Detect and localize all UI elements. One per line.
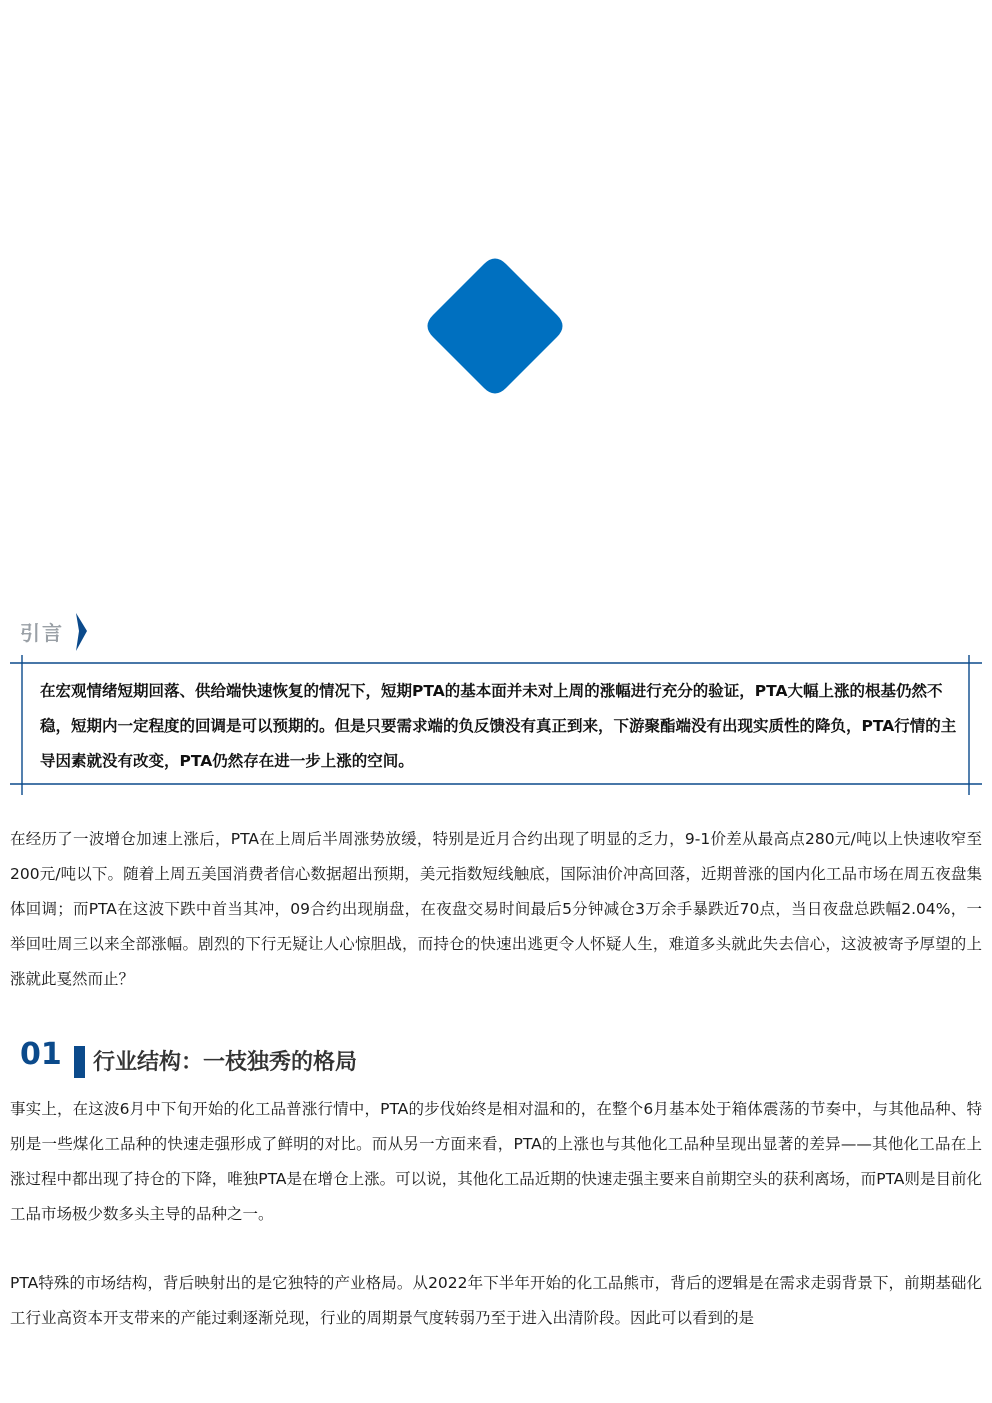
diamond-logo-icon <box>0 0 992 420</box>
section-title: 行业结构：一枝独秀的格局 <box>93 1050 358 1075</box>
section-number: 01 <box>20 1037 62 1072</box>
section-divider-bar <box>74 1046 85 1078</box>
intro-summary: 在宏观情绪短期回落、供给端快速恢复的情况下，短期PTA的基本面并未对上周的涨幅进行充分的验证，PTA大幅上涨的根基仍然不稳，短期内一定程度的回调是可以预期的。但是只要需求端的负反馈没有真正到来，下游聚酯端没有出现实质性的降负，PTA行情的主导因素就没有改变，PTA仍然存在进一步上涨的空间。 <box>40 682 957 770</box>
section-paragraph: PTA特殊的市场结构，背后映射出的是它独特的产业格局。从2022年下半年开始的化工品熊市，背后的逻辑是在需求走弱背景下，前期基础化工行业高资本开支带来的产能过剩逐渐兑现，行业的周期景气度转弱乃至于进入出清阶段。因此可以看到的是 <box>10 1274 982 1327</box>
section-paragraph: 事实上，在这波6月中下旬开始的化工品普涨行情中，PTA的步伐始终是相对温和的，在整个6月基本处于箱体震荡的节奏中，与其他品种、特别是一些煤化工品种的快速走强形成了鲜明的对比。而从另一方面来看，PTA的上涨也与其他化工品种呈现出显著的差异——其他化工品在上涨过程中都出现了持仓的下降，唯独PTA是在增仓上涨。可以说，其他化工品近期的快速走强主要来自前期空头的获利离场，而PTA则是目前化工品市场极少数多头主导的品种之一。 <box>10 1100 982 1223</box>
chevron-right-icon <box>74 613 90 653</box>
body-paragraph: 在经历了一波增仓加速上涨后，PTA在上周后半周涨势放缓，特别是近月合约出现了明显的乏力，9-1价差从最高点280元/吨以上快速收窄至200元/吨以下。随着上周五美国消费者信心数据超出预期，美元指数短线触底，国际油价冲高回落，近期普涨的国内化工品市场在周五夜盘集体回调；而PTA在这波下跌中首当其冲，09合约出现崩盘，在夜盘交易时间最后5分钟减仓3万余手暴跌近70点，当日夜盘总跌幅2.04%，一举回吐周三以来全部涨幅。剧烈的下行无疑让人心惊胆战，而持仓的快速出逃更令人怀疑人生，难道多头就此失去信心，这波被寄予厚望的上涨就此戛然而止？ <box>10 830 982 988</box>
intro-heading: 引言 <box>20 621 64 645</box>
